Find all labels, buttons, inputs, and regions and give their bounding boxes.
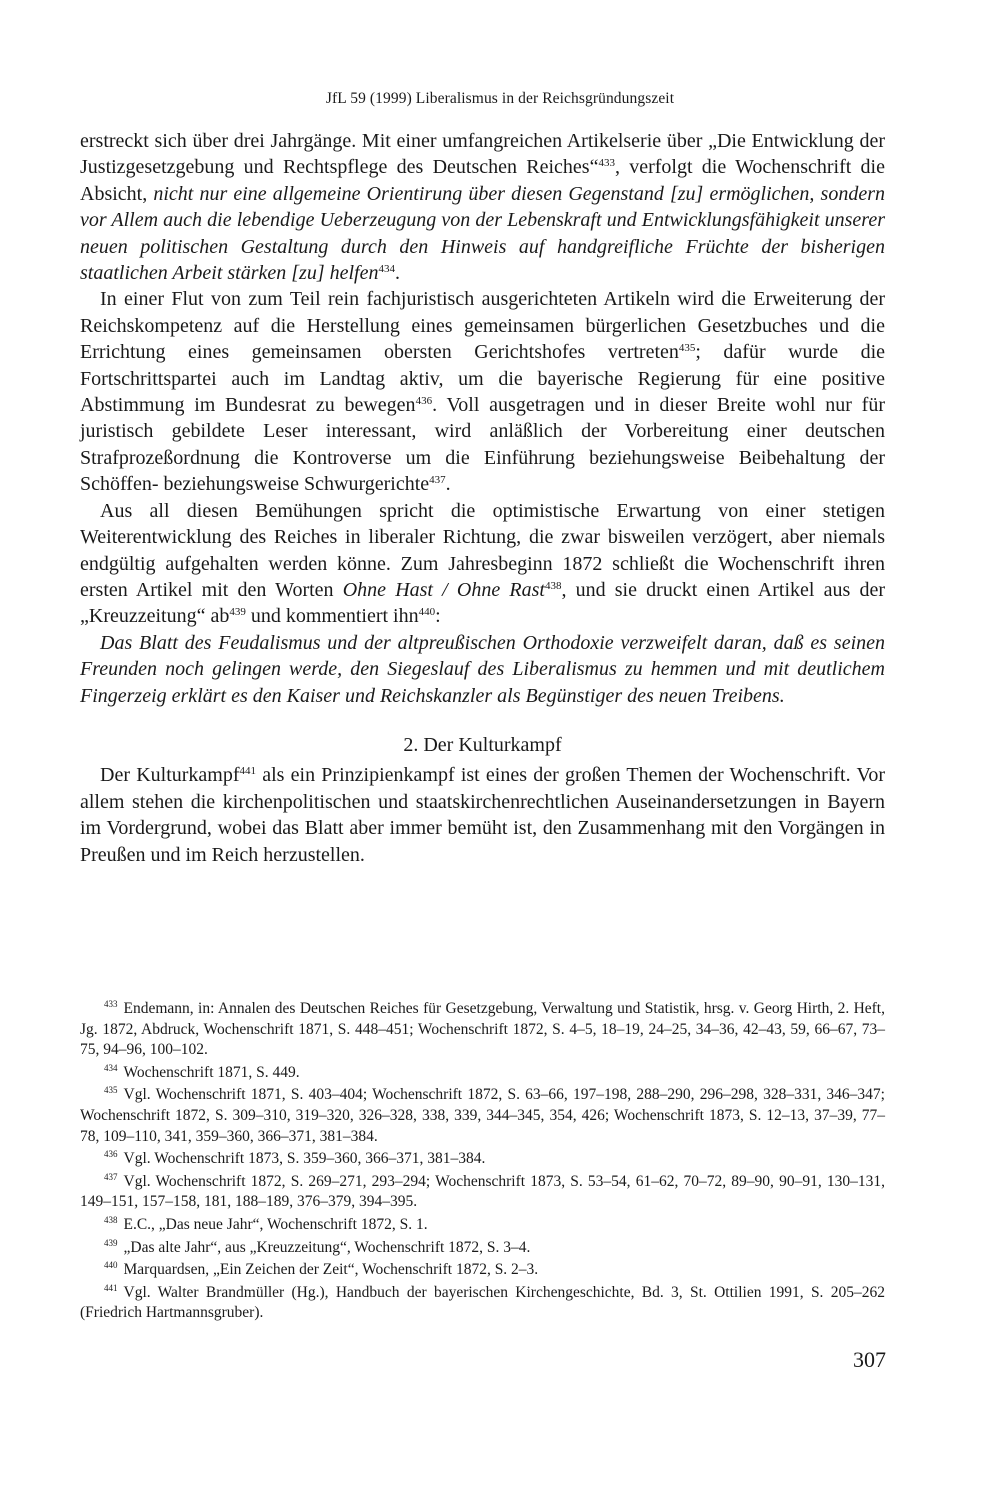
text-run: . [395,262,400,285]
text-run: Der Kulturkampf [100,764,240,787]
running-head: JfL 59 (1999) Liberalismus in der Reichsgründungszeit [325,90,675,107]
text-run: Aus all diesen Bemühungen spricht die optimistische Erwartung von einer stetigen Weiterentwicklung des Reiches in liberaler Richtung, die zwar bisweilen verzögert, aber niemals endgültig aufgehalten werden könne. Zum Jahresbeginn 1872 schließt die Wochenschrift ihren ersten Artikel mit den Worten [80,499,885,601]
text-run: , verfolgt die Wochenschrift die Absicht, [80,156,885,205]
paragraph-2 [80,286,885,497]
footnote-number: 440 [104,1260,118,1271]
footnote-ref-437[interactable]: 437 [429,474,446,487]
paragraph-4 [80,762,885,868]
footnotes [80,999,885,1326]
footnote-433 [80,999,885,1061]
footnote-text: Vgl. Wochenschrift 1873, S. 359–360, 366–371, 381–384. [123,1150,486,1168]
footnote-text: „Das alte Jahr“, aus „Kreuzzeitung“, Wochenschrift 1872, S. 3–4. [123,1238,531,1256]
footnote-text: Marquardsen, „Ein Zeichen der Zeit“, Wochenschrift 1872, S. 2–3. [123,1261,539,1279]
section-heading: 2. Der Kulturkampf [403,733,562,756]
footnote-text: Wochenschrift 1871, S. 449. [123,1063,300,1081]
footnote-number: 438 [104,1214,118,1225]
text-run: In einer Flut von zum Teil rein fachjuristisch ausgerichteten Artikeln wird die Erweiterung der Reichskompetenz auf die Herstellung eines gemeinsamen bürgerlichen Gesetzbuches und die Errichtung eines gemeinsamen obersten Gerichtshofes vertreten [80,288,885,364]
text-run: , und sie druckt einen Artikel aus der „Kreuzzeitung“ ab [80,578,885,628]
text-run: . [445,473,451,496]
text-run: ; dafür wurde die Fortschrittspartei auch im Landtag aktiv, um die bayerische Regierung für eine positive Abstimmung im Bundesrat zu bewegen [80,341,885,417]
footnote-text: Vgl. Wochenschrift 1871, S. 403–404; Wochenschrift 1872, S. 63–66, 197–198, 288–290, 296–298, 328–331, 346–347; Wochenschrift 1872, S. 309–310, 319–320, 326–328, 338, 339, 344–345, 354, 426; Wochenschrift 1873, S. 12–13, 37–39, 77–78, 109–110, 341, 359–360, 366–371, 381–384. [80,1086,885,1145]
footnote-ref-436[interactable]: 436 [415,395,433,408]
footnote-440 [80,1260,885,1281]
footnote-number: 437 [104,1171,118,1182]
footnote-ref-435[interactable]: 435 [678,342,696,355]
footnote-text: Vgl. Wochenschrift 1872, S. 269–271, 293–294; Wochenschrift 1873, S. 53–54, 61–62, 70–72, 89–90, 90–91, 130–131, 149–151, 157–158, 181, 188–189, 376–379, 394–395. [80,1172,885,1211]
footnote-number: 435 [104,1085,118,1096]
footnote-434 [80,1063,885,1084]
footnote-436 [80,1149,885,1170]
italic-quotation: Ohne Hast / Ohne Rast [342,578,545,601]
footnote-ref-438[interactable]: 438 [544,579,562,592]
footnote-435 [80,1085,885,1147]
footnote-text: Endemann, in: Annalen des Deutschen Reiches für Gesetzgebung, Verwaltung und Statistik, hrsg. v. Georg Hirth, 2. Heft, Jg. 1872, Abdruck, Wochenschrift 1871, S. 448–451; Wochenschrift 1872, S. 4–5, 18–19, 24–25, 34–36, 42–43, 59, 66–67, 73–75, 94–96, 100–102. [80,1000,885,1059]
footnote-441 [80,1283,885,1324]
footnote-text: E.C., „Das neue Jahr“, Wochenschrift 1872, S. 1. [123,1215,428,1233]
text-run: . Voll ausgetragen und in dieser Breite wohl nur für juristisch gebildete Leser interessant, wird anläßlich der Vorbereitung einer deutschen Strafprozeßordnung die Kontroverse um die Einführung beziehungsweise Beibehaltung der Schöffen- beziehungsweise Schwurgerichte [80,394,885,496]
text-run: : [435,605,441,628]
footnote-ref-433[interactable]: 433 [598,157,615,170]
footnote-number: 439 [104,1237,118,1248]
footnote-ref-440[interactable]: 440 [418,606,436,619]
footnote-ref-441[interactable]: 441 [239,765,257,778]
footnote-ref-439[interactable]: 439 [229,606,246,619]
footnote-number: 441 [104,1282,118,1293]
text-run: und kommentiert ihn [245,605,419,628]
footnote-438 [80,1215,885,1236]
paragraph-1 [80,128,885,286]
footnote-439 [80,1238,885,1259]
footnote-437 [80,1172,885,1213]
paragraph-3 [80,498,885,630]
block-quote: Das Blatt des Feudalismus und der altpreußischen Orthodoxie verzweifelt daran, daß es seinen Freunden noch gelingen werde, den Siegeslauf des Liberalismus zu hemmen und mit deutlichem Fingerzeig erklärt es den Kaiser und Reichskanzler als Begünstiger des neuen Treibens. [80,631,885,707]
text-run: erstreckt sich über drei Jahrgänge. Mit einer umfangreichen Artikelserie über „Die Entwicklung der Justizgesetzgebung und Rechtspflege des Deutschen Reiches“ [80,130,885,179]
footnote-text: Vgl. Walter Brandmüller (Hg.), Handbuch der bayerischen Kirchengeschichte, Bd. 3, St. Ottilien 1991, S. 205–262 (Friedrich Hartmannsgruber). [80,1283,885,1322]
italic-quotation: nicht nur eine allgemeine Orientirung über diesen Gegenstand [zu] ermöglichen, sondern vor Allem auch die lebendige Ueberzeugung von der Lebenskraft und Entwicklungsfähigkeit unserer neuen politischen Gestaltung durch den Hinweis auf handgreifliche Früchte der bisherigen staatlichen Arbeit stärken [zu] helfen [80,182,885,285]
footnote-ref-434[interactable]: 434 [378,263,395,276]
footnote-number: 434 [104,1062,118,1073]
page-number: 307 [853,1347,886,1372]
text-run: als ein Prinzipienkampf ist eines der großen Themen der Wochenschrift. Vor allem stehen die kirchenpolitischen und staatskirchenrechtlichen Auseinandersetzungen in Bayern im Vordergrund, wobei das Blatt aber immer bemüht ist, den Zusammenhang mit den Vorgängen in Preußen und im Reich herzustellen. [80,764,885,866]
body-text [80,128,885,868]
footnote-number: 433 [104,999,118,1009]
footnote-number: 436 [104,1149,118,1160]
